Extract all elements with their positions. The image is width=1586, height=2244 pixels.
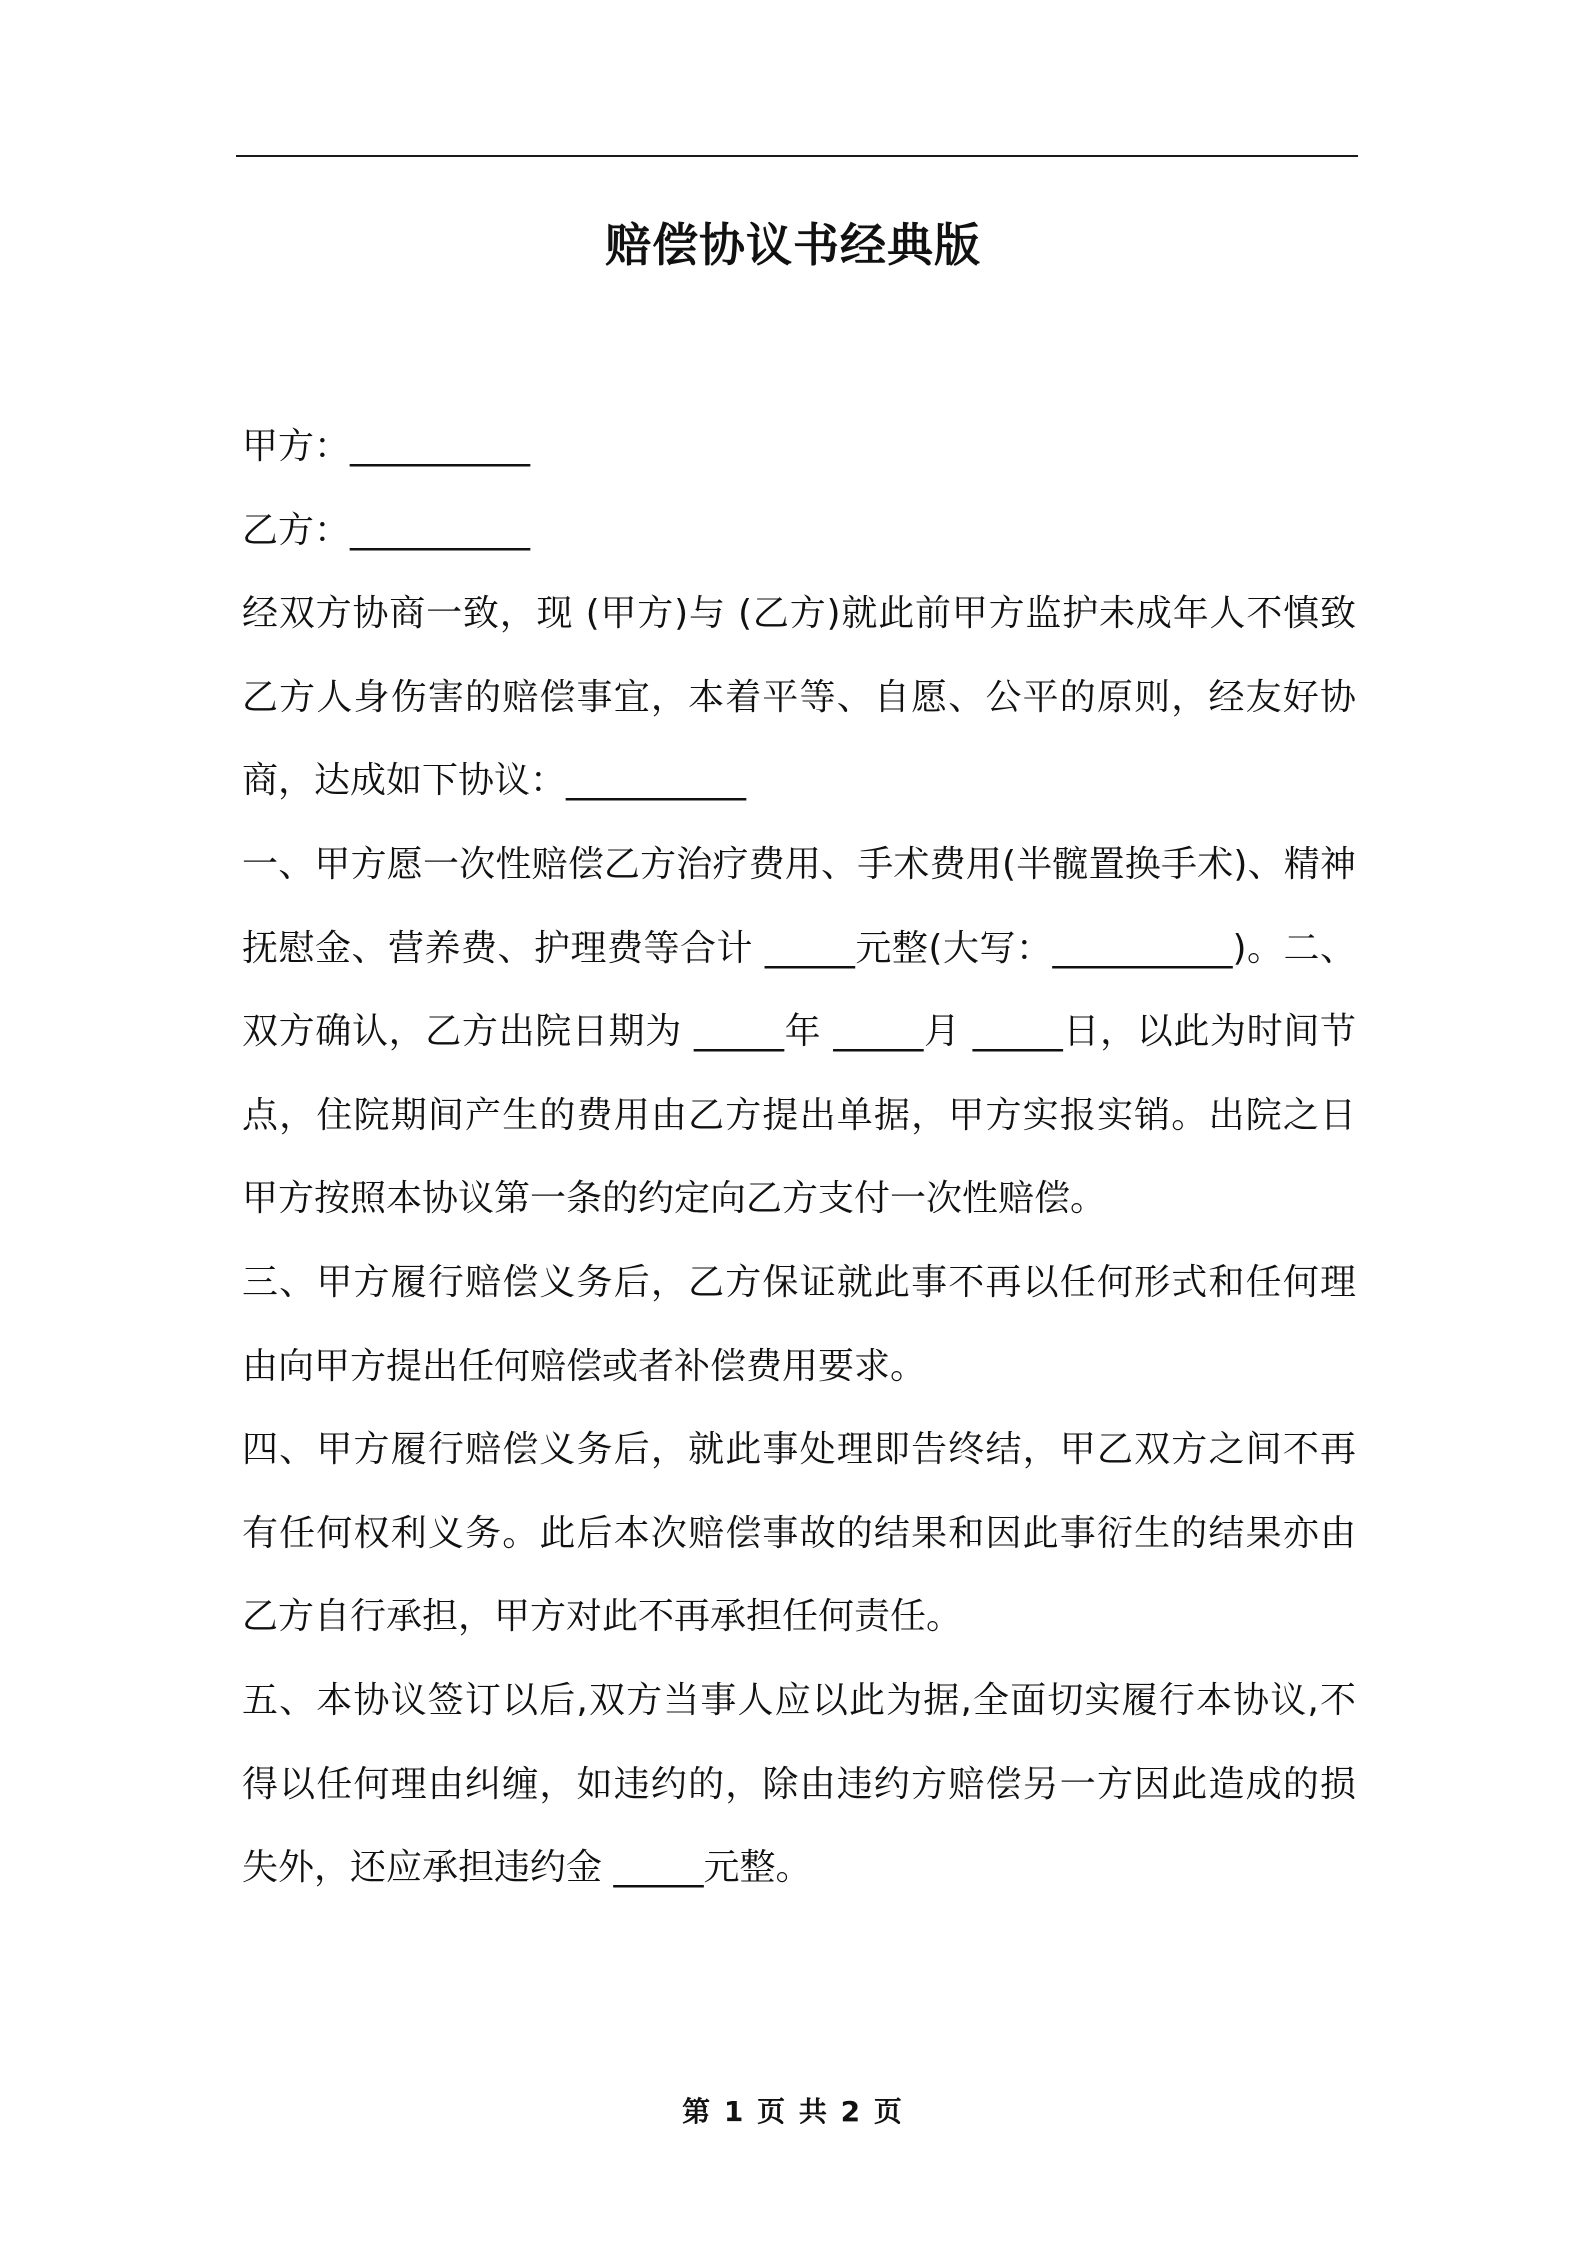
party-a-line: 甲方：__________ (242, 426, 531, 467)
header-rule (236, 155, 1358, 157)
document-body (242, 405, 1356, 1910)
page-number: 第 1 页 共 2 页 (682, 2095, 904, 2128)
document-title: 赔偿协议书经典版 (605, 218, 981, 272)
clause-one-two-paragraph: 一、甲方愿一次性赔偿乙方治疗费用、手术费用(半髋置换手术)、精神抚慰金、营养费、护理费等合计 _____元整(大写：__________)。二、双方确认，乙方出院日期为 _____年 _____月 _____日，以此为时间节点，住院期间产生的费用由乙方提出单据，甲方实报实销。出院之日甲方按照本协议第一条的约定向乙方支付一次性赔偿。 (242, 843, 1356, 1220)
clause-five-paragraph: 五、本协议签订以后,双方当事人应以此为据,全面切实履行本协议,不得以任何理由纠缠，如违约的，除由违约方赔偿另一方因此造成的损失外，还应承担违约金 _____元整。 (242, 1679, 1356, 1889)
party-b-line: 乙方：__________ (242, 509, 531, 551)
clause-four-paragraph: 四、甲方履行赔偿义务后，就此事处理即告终结，甲乙双方之间不再有任何权利义务。此后本次赔偿事故的结果和因此事衍生的结果亦由乙方自行承担，甲方对此不再承担任何责任。 (242, 1429, 1356, 1638)
clause-three-paragraph: 三、甲方履行赔偿义务后，乙方保证就此事不再以任何形式和任何理由向甲方提出任何赔偿或者补偿费用要求。 (242, 1261, 1356, 1387)
intro-paragraph: 经双方协商一致，现 (甲方)与 (乙方)就此前甲方监护未成年人不慎致乙方人身伤害的赔偿事宜，本着平等、自愿、公平的原则，经友好协商，达成如下协议：__________ (242, 593, 1356, 802)
